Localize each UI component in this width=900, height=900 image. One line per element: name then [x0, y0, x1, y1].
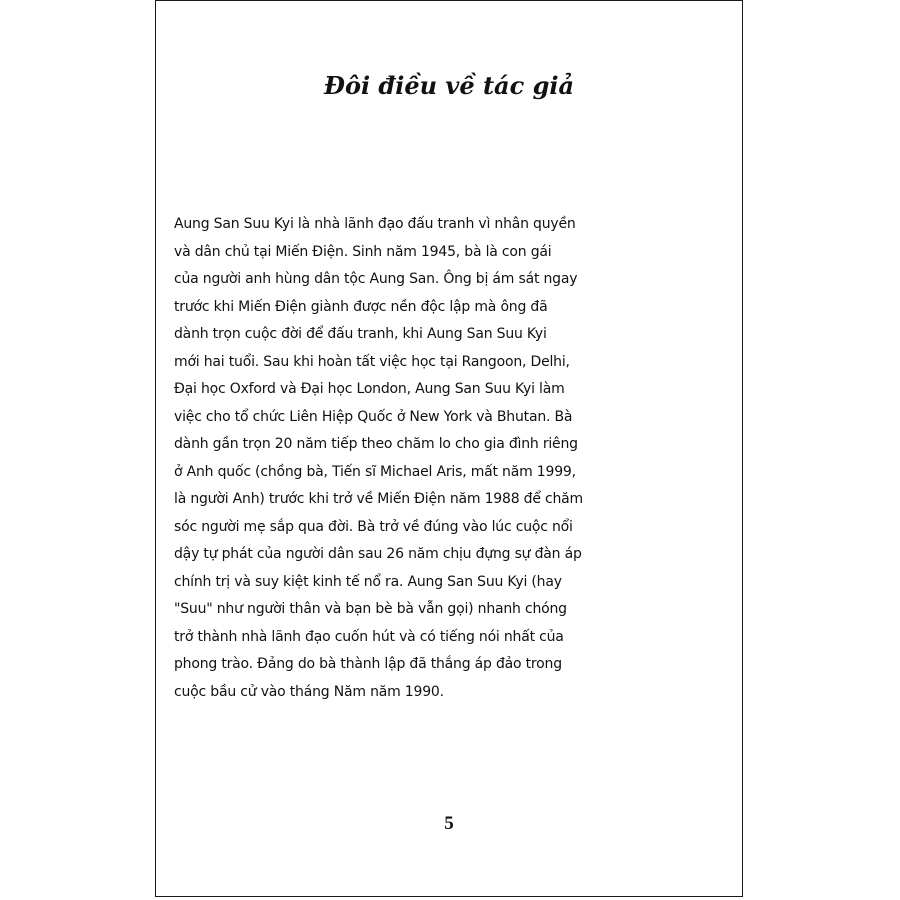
text-line: phong trào. Đảng do bà thành lập đã thắng áp đảo trong — [174, 656, 562, 672]
text-line: chính trị và suy kiệt kinh tế nổ ra. Aung San Suu Kyi (hay — [174, 573, 562, 590]
text-line: trước khi Miến Điện giành được nền độc lập mà ông đã — [174, 298, 548, 315]
page-title: Đôi điều về tác giả — [323, 71, 575, 100]
text-line: Aung San Suu Kyi là nhà lãnh đạo đấu tranh vì nhân quyền — [174, 216, 576, 232]
text-line: mới hai tuổi. Sau khi hoàn tất việc học tại Rangoon, Delhi, — [174, 353, 570, 370]
text-line: việc cho tổ chức Liên Hiệp Quốc ở New York và Bhutan. Bà — [174, 408, 573, 425]
book-page — [155, 0, 743, 897]
text-line: và dân chủ tại Miến Điện. Sinh năm 1945, bà là con gái — [174, 243, 552, 260]
text-line: dậy tự phát của người dân sau 26 năm chịu đựng sự đàn áp — [174, 546, 582, 562]
text-line: trở thành nhà lãnh đạo cuốn hút và có tiếng nói nhất của — [174, 628, 564, 645]
text-line: Đại học Oxford và Đại học London, Aung San Suu Kyi làm — [174, 381, 565, 397]
text-line: "Suu" như người thân và bạn bè bà vẫn gọi) nhanh chóng — [174, 601, 567, 617]
text-line: dành trọn cuộc đời để đấu tranh, khi Aung San Suu Kyi — [174, 326, 547, 342]
text-line: ở Anh quốc (chồng bà, Tiến sĩ Michael Aris, mất năm 1999, — [174, 463, 576, 480]
body-text — [174, 211, 744, 706]
text-line: là người Anh) trước khi trở về Miến Điện năm 1988 để chăm — [174, 491, 583, 507]
text-line: dành gần trọn 20 năm tiếp theo chăm lo cho gia đình riêng — [174, 436, 578, 452]
text-line: cuộc bầu cử vào tháng Năm năm 1990. — [174, 683, 444, 700]
page-number: 5 — [444, 813, 454, 834]
text-line: sóc người mẹ sắp qua đời. Bà trở về đúng vào lúc cuộc nổi — [174, 518, 573, 535]
text-line: của người anh hùng dân tộc Aung San. Ông bị ám sát ngay — [174, 271, 578, 287]
